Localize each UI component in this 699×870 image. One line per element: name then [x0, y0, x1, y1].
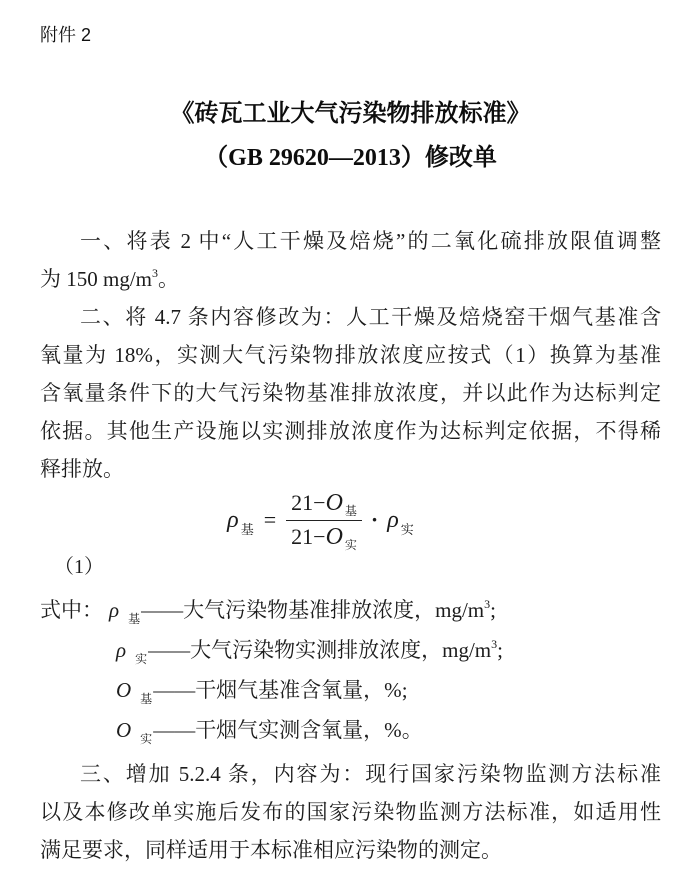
para2-line1: 二、将 4.7 条内容修改为：人工干燥及焙烧窑干烟气基准含: [80, 305, 661, 329]
legend-rho-base-symbol: ρ: [109, 598, 120, 622]
rho-measured-symbol: ρ: [387, 506, 399, 533]
legend-rho-measured-tail: ;: [497, 638, 503, 662]
para1-line2-period: 。: [158, 267, 180, 291]
oxygen-base-subscript: 基: [344, 503, 357, 518]
legend-rho-measured-symbol: ρ: [116, 638, 127, 662]
fraction-denominator: [286, 521, 362, 551]
legend-line-rho-measured: [40, 630, 661, 670]
rho-measured-subscript: 实: [400, 521, 414, 537]
title-line-2: （GB 29620—2013）修改单: [204, 145, 497, 171]
legend-line-oxygen-measured: [40, 710, 661, 750]
para1-line2-text: 为 150 mg/m: [40, 267, 153, 291]
paragraph-3: [40, 755, 661, 869]
attachment-label: 附件 2: [40, 25, 92, 45]
legend-oxygen-measured-symbol: O: [116, 718, 132, 742]
legend-rho-base-tail: ;: [490, 598, 496, 622]
legend-rho-measured-sup: 3: [491, 637, 498, 651]
legend-oxygen-base-text: 干烟气基准含氧量，%: [195, 678, 402, 702]
legend-dash: ——: [153, 678, 196, 702]
legend-oxygen-measured-tail: 。: [401, 718, 423, 742]
legend-oxygen-measured-subscript: 实: [140, 732, 153, 746]
document-title: [40, 92, 661, 180]
para1-line1: 一、将表 2 中“人工干燥及焙烧”的二氧化硫排放限值调整: [80, 229, 661, 253]
legend-rho-base-sup: 3: [484, 597, 491, 611]
oxygen-base-symbol: O: [325, 489, 343, 516]
multiplication-dot: ·: [370, 507, 379, 532]
para3-line1: 三、增加 5.2.4 条，内容为：现行国家污染物监测方法标准: [80, 762, 661, 786]
rho-base-symbol: ρ: [227, 506, 239, 533]
legend-intro: 式中：: [40, 598, 103, 622]
para2-line4: 依据。其他生产设施以实测排放浓度作为达标判定依据，不得稀: [40, 419, 661, 443]
legend-dash: ——: [141, 598, 184, 622]
legend-rho-base-text: 大气污染物基准排放浓度，mg/m: [183, 598, 485, 622]
denominator-value: 21−: [291, 523, 326, 549]
equation-number: （1）: [54, 556, 104, 578]
equals-sign: =: [263, 507, 277, 532]
legend-rho-base-subscript: 基: [128, 612, 141, 626]
paragraph-1: [40, 222, 661, 298]
legend-dash: ——: [148, 638, 191, 662]
legend-dash: ——: [153, 718, 196, 742]
legend-line-rho-base: [40, 590, 661, 630]
rho-base-subscript: 基: [240, 521, 254, 537]
para2-line2: 氧量为 18%，实测大气污染物排放浓度应按式（1）换算为基准: [40, 343, 661, 367]
legend-line-oxygen-base: [40, 670, 661, 710]
para2-line3: 含氧量条件下的大气污染物基准排放浓度，并以此作为达标判定: [40, 381, 661, 405]
legend-oxygen-measured-text: 干烟气实测含氧量，%: [195, 718, 402, 742]
cubic-meter-superscript: 3: [152, 266, 159, 280]
paragraph-2: [40, 298, 661, 488]
legend-rho-measured-subscript: 实: [135, 652, 148, 666]
para3-line3: 满足要求，同样适用于本标准相应污染物的测定。: [40, 838, 502, 862]
formula-legend: [40, 590, 661, 750]
legend-oxygen-base-symbol: O: [116, 678, 132, 702]
numerator-value: 21−: [291, 489, 326, 515]
para2-line5: 释排放。: [40, 457, 124, 481]
legend-rho-measured-text: 大气污染物实测排放浓度，mg/m: [190, 638, 492, 662]
fraction: [286, 490, 362, 551]
para1-line2: [40, 260, 661, 298]
legend-oxygen-base-tail: ;: [401, 678, 408, 702]
formula-equation-1: [10, 488, 631, 552]
para3-line2: 以及本修改单实施后发布的国家污染物监测方法标准，如适用性: [40, 800, 661, 824]
fraction-numerator: [286, 490, 362, 521]
legend-oxygen-base-subscript: 基: [140, 692, 153, 706]
title-line-1: 《砖瓦工业大气污染物排放标准》: [170, 101, 531, 127]
oxygen-measured-subscript: 实: [344, 537, 357, 552]
oxygen-measured-symbol: O: [325, 523, 343, 550]
